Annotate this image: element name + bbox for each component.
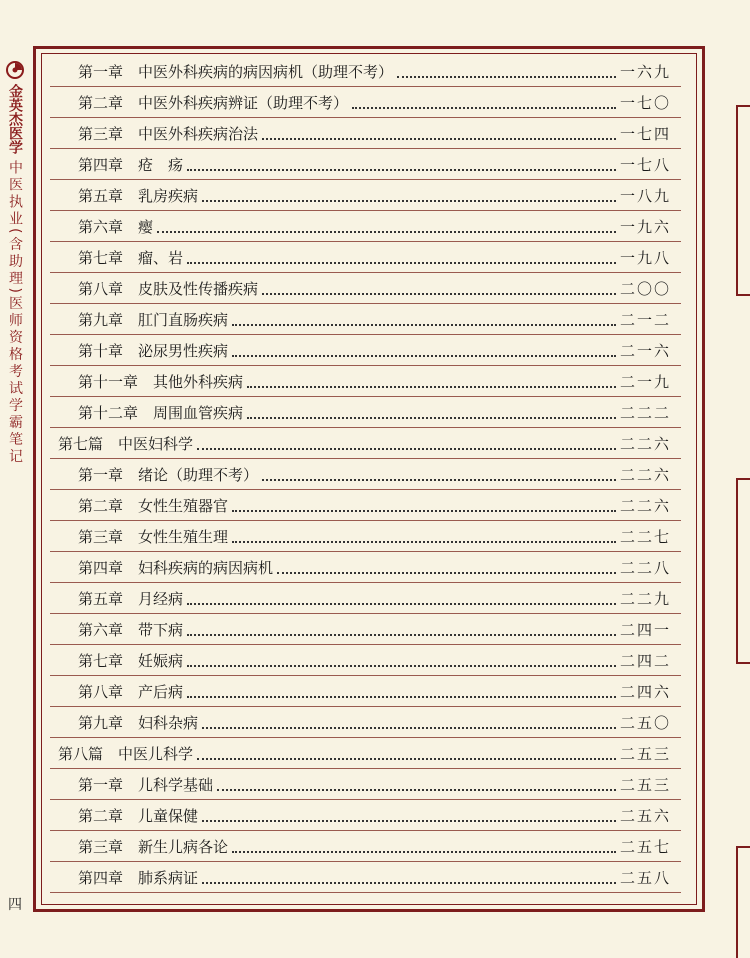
toc-entry-title: 第六章 瘿 [78,217,154,236]
toc-entry-title: 第七篇 中医妇科学 [58,434,194,453]
leader-dots [397,75,616,78]
tab-divider [736,294,750,296]
tab-divider [736,478,750,480]
leader-dots [352,106,616,109]
toc-chapter-row[interactable] [50,769,681,800]
toc-entry-page: 二一九 [619,372,671,391]
leader-dots [262,292,616,295]
leader-dots [247,385,616,388]
toc-part-row[interactable] [50,428,681,459]
toc-entry-title: 第九章 肛门直肠疾病 [78,310,229,329]
toc-entry-page: 二二二 [619,403,671,422]
toc-chapter-row[interactable] [50,211,681,242]
toc-entry-page: 二二六 [619,434,671,453]
toc-entry-page: 一七〇 [619,93,671,112]
toc-entry-page: 一七八 [619,155,671,174]
book-spine [0,60,30,490]
toc-entry-title: 第五章 月经病 [78,589,184,608]
toc-entry-page: 二五三 [619,775,671,794]
toc-chapter-row[interactable] [50,645,681,676]
leader-dots [187,602,616,605]
table-of-contents [50,56,681,893]
toc-chapter-row[interactable] [50,490,681,521]
leader-dots [232,509,616,512]
toc-entry-title: 第八章 皮肤及性传播疾病 [78,279,259,298]
toc-chapter-row[interactable] [50,583,681,614]
side-tabs [736,0,750,958]
toc-chapter-row[interactable] [50,862,681,893]
toc-entry-title: 第七章 妊娠病 [78,651,184,670]
toc-chapter-row[interactable] [50,180,681,211]
toc-chapter-row[interactable] [50,614,681,645]
leader-dots [157,230,616,233]
tab-divider [736,662,750,664]
toc-entry-title: 第四章 妇科疾病的病因病机 [78,558,274,577]
toc-entry-title: 第九章 妇科杂病 [78,713,199,732]
toc-entry-page: 二五八 [619,868,671,887]
toc-entry-title: 第二章 中医外科疾病辨证（助理不考） [78,93,349,112]
toc-chapter-row[interactable] [50,552,681,583]
toc-chapter-row[interactable] [50,149,681,180]
leader-dots [202,199,616,202]
leader-dots [262,478,616,481]
toc-chapter-row[interactable] [50,87,681,118]
toc-entry-page: 二二六 [619,496,671,515]
toc-chapter-row[interactable] [50,304,681,335]
page-number: 四 [8,897,22,913]
toc-entry-title: 第五章 乳房疾病 [78,186,199,205]
leader-dots [197,757,616,760]
toc-chapter-row[interactable] [50,459,681,490]
toc-entry-page: 一八九 [619,186,671,205]
toc-chapter-row[interactable] [50,707,681,738]
toc-entry-page: 二二八 [619,558,671,577]
toc-entry-title: 第四章 疮 疡 [78,155,184,174]
leader-dots [232,850,616,853]
toc-entry-page: 一九八 [619,248,671,267]
toc-chapter-row[interactable] [50,273,681,304]
leader-dots [187,695,616,698]
leader-dots [202,726,616,729]
toc-entry-title: 第一章 中医外科疾病的病因病机（助理不考） [78,62,394,81]
leader-dots [187,664,616,667]
tab-divider [736,846,750,848]
toc-chapter-row[interactable] [50,676,681,707]
toc-entry-page: 二五三 [619,744,671,763]
toc-entry-title: 第一章 儿科学基础 [78,775,214,794]
toc-entry-title: 第八章 产后病 [78,682,184,701]
toc-entry-page: 二五七 [619,837,671,856]
leader-dots [277,571,616,574]
leader-dots [197,447,616,450]
toc-entry-page: 二二六 [619,465,671,484]
leader-dots [262,137,616,140]
toc-chapter-row[interactable] [50,118,681,149]
toc-entry-page: 二一六 [619,341,671,360]
toc-entry-page: 一七四 [619,124,671,143]
toc-entry-page: 二四二 [619,651,671,670]
toc-entry-page: 二五六 [619,806,671,825]
toc-entry-page: 二二九 [619,589,671,608]
toc-entry-title: 第二章 儿童保健 [78,806,199,825]
toc-part-row[interactable] [50,738,681,769]
series-title: 中医执业(含助理)医师资格考试学霸笔记 [7,160,23,466]
toc-chapter-row[interactable] [50,56,681,87]
toc-entry-page: 二四六 [619,682,671,701]
toc-chapter-row[interactable] [50,366,681,397]
toc-entry-page: 二五〇 [619,713,671,732]
toc-entry-title: 第八篇 中医儿科学 [58,744,194,763]
leader-dots [202,819,616,822]
toc-entry-page: 二四一 [619,620,671,639]
leader-dots [232,323,616,326]
toc-entry-page: 一九六 [619,217,671,236]
toc-chapter-row[interactable] [50,242,681,273]
tab-divider [736,105,750,107]
toc-entry-page: 二一二 [619,310,671,329]
toc-entry-title: 第三章 女性生殖生理 [78,527,229,546]
leader-dots [187,168,616,171]
brand-name: 金英杰医学 [7,84,23,154]
toc-entry-title: 第三章 中医外科疾病治法 [78,124,259,143]
toc-entry-title: 第七章 瘤、岩 [78,248,184,267]
toc-entry-title: 第二章 女性生殖器官 [78,496,229,515]
toc-chapter-row[interactable] [50,800,681,831]
tab-edge [736,846,738,958]
toc-entry-title: 第十章 泌尿男性疾病 [78,341,229,360]
toc-chapter-row[interactable] [50,831,681,862]
brand-logo-icon [5,60,25,80]
toc-entry-page: 二〇〇 [619,279,671,298]
toc-entry-title: 第一章 绪论（助理不考） [78,465,259,484]
toc-entry-title: 第十一章 其他外科疾病 [78,372,244,391]
tab-edge [736,105,738,295]
leader-dots [187,261,616,264]
leader-dots [217,788,616,791]
toc-entry-title: 第六章 带下病 [78,620,184,639]
toc-chapter-row[interactable] [50,521,681,552]
toc-entry-title: 第十二章 周围血管疾病 [78,403,244,422]
toc-entry-title: 第四章 肺系病证 [78,868,199,887]
leader-dots [247,416,616,419]
leader-dots [232,354,616,357]
tab-edge [736,478,738,663]
toc-entry-page: 二二七 [619,527,671,546]
toc-chapter-row[interactable] [50,397,681,428]
leader-dots [232,540,616,543]
leader-dots [187,633,616,636]
toc-chapter-row[interactable] [50,335,681,366]
toc-entry-title: 第三章 新生儿病各论 [78,837,229,856]
leader-dots [202,881,616,884]
toc-entry-page: 一六九 [619,62,671,81]
